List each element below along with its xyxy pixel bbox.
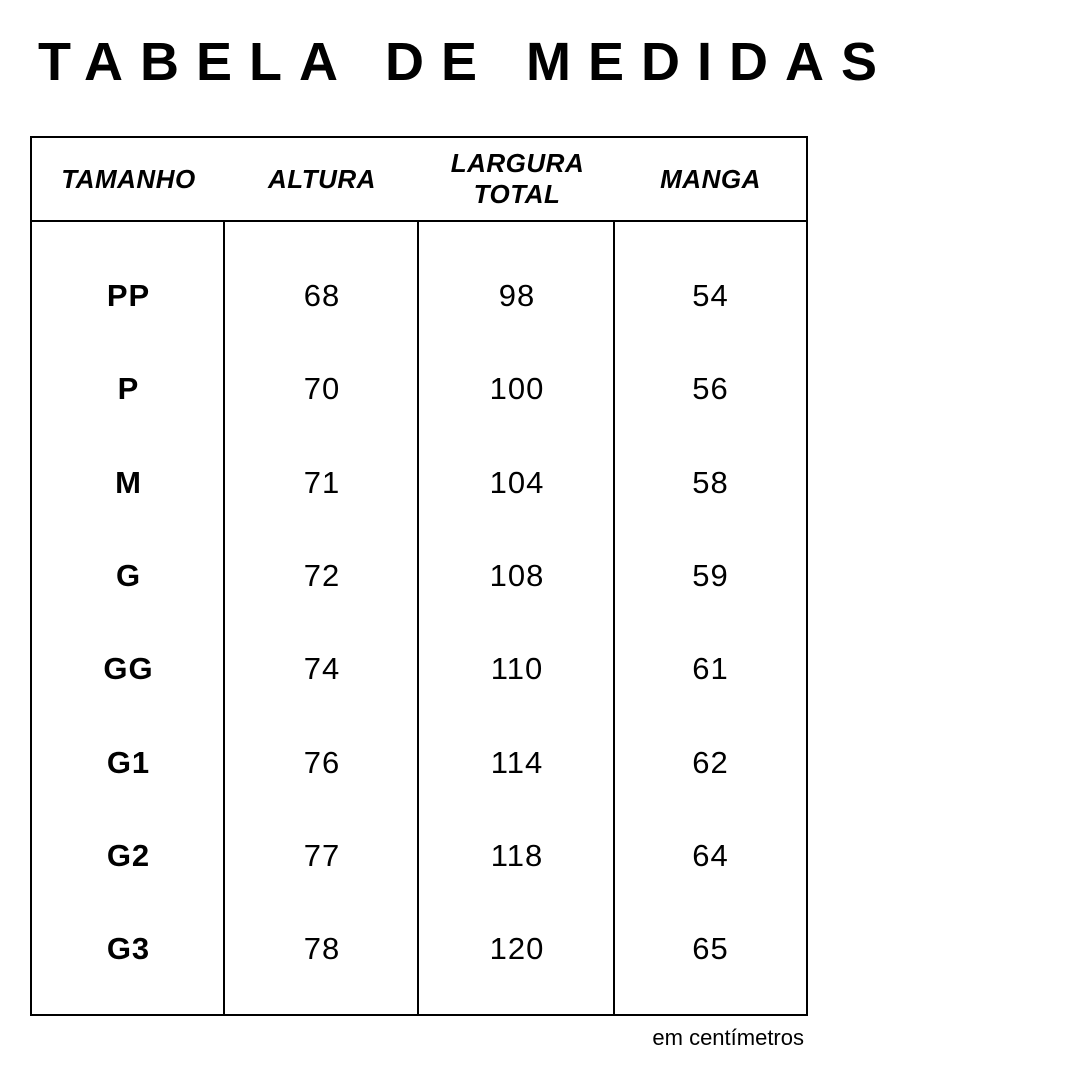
size-table (30, 136, 808, 1016)
cell-largura-total: 120 (489, 931, 545, 967)
cell-altura: 77 (303, 837, 341, 873)
table-row (32, 733, 806, 793)
cell-largura-total: 108 (489, 557, 545, 593)
cell-tamanho: G3 (106, 931, 151, 967)
table-row (32, 453, 806, 513)
cell-manga: 64 (692, 837, 729, 873)
cell-tamanho: G2 (106, 837, 151, 873)
cell-altura: 76 (303, 744, 341, 780)
cell-tamanho: GG (103, 651, 154, 687)
cell-largura-total: 100 (489, 371, 545, 407)
table-row (32, 266, 806, 326)
page-title: TABELA DE MEDIDAS (38, 32, 894, 92)
cell-altura: 70 (303, 371, 341, 407)
column-divider (417, 220, 419, 1014)
cell-largura-total: 118 (490, 837, 544, 873)
column-divider (613, 220, 615, 1014)
cell-largura-total: 114 (490, 744, 544, 780)
header-altura: ALTURA (268, 163, 376, 194)
table-row (32, 359, 806, 419)
cell-manga: 58 (692, 464, 729, 500)
table-row (32, 639, 806, 699)
cell-manga: 54 (692, 278, 729, 313)
header-tamanho: TAMANHO (61, 163, 196, 194)
cell-altura: 71 (303, 464, 341, 500)
column-divider (223, 220, 225, 1014)
cell-tamanho: M (115, 464, 142, 500)
cell-tamanho: G1 (106, 744, 151, 780)
table-row (32, 546, 806, 606)
cell-altura: 74 (303, 651, 341, 687)
cell-manga: 56 (692, 371, 729, 407)
table-header-row (32, 138, 806, 222)
cell-tamanho: PP (106, 278, 151, 313)
cell-largura-total: 98 (498, 278, 536, 313)
cell-manga: 61 (692, 651, 729, 687)
table-row (32, 919, 806, 979)
cell-tamanho: P (117, 371, 140, 407)
cell-manga: 62 (692, 744, 729, 780)
cell-tamanho: G (115, 557, 142, 593)
cell-manga: 65 (692, 931, 729, 967)
cell-altura: 78 (303, 931, 341, 967)
cell-altura: 72 (303, 557, 341, 593)
unit-footnote: em centímetros (652, 1025, 804, 1050)
table-row (32, 826, 806, 886)
header-manga: MANGA (660, 163, 761, 194)
header-largura-total: LARGURA TOTAL (450, 148, 585, 209)
cell-manga: 59 (692, 557, 729, 593)
cell-largura-total: 104 (489, 464, 545, 500)
cell-largura-total: 110 (490, 651, 544, 687)
cell-altura: 68 (303, 278, 341, 313)
